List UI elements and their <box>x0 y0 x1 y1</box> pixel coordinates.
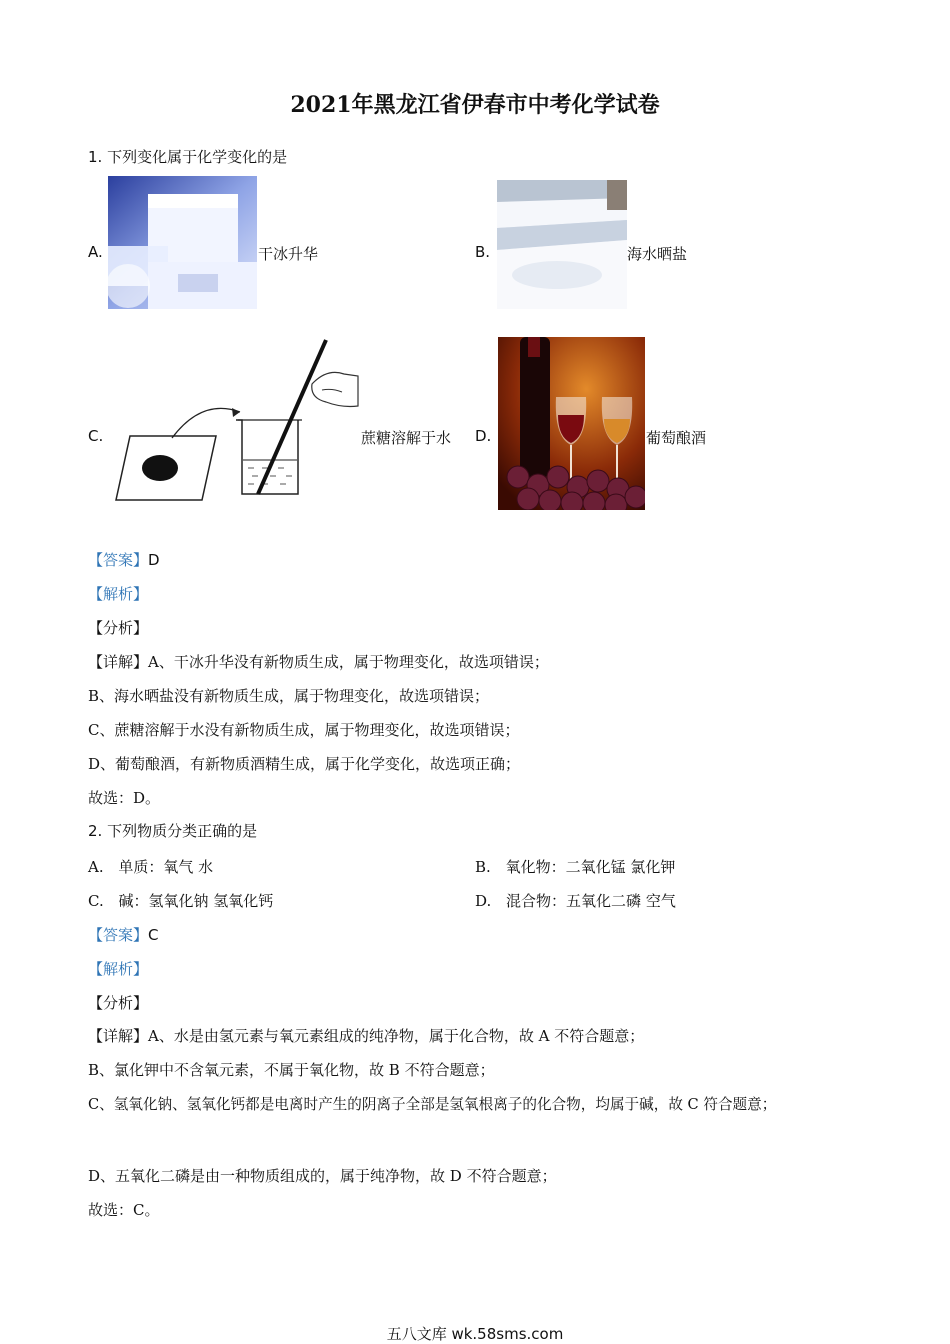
q1-detail-line-2: B、海水晒盐没有新物质生成，属于物理变化，故选项错误； <box>88 687 490 705</box>
q1-answer-value: D <box>148 551 160 569</box>
q2-analysis-label: 【解析】 <box>88 960 149 978</box>
q2-option-a-letter: A. <box>88 858 104 876</box>
q2-detail-line-4: D、五氧化二磷是由一种物质组成的，属于纯净物，故 D 不符合题意； <box>88 1167 557 1185</box>
page-title: 2021年黑龙江省伊春市中考化学试卷 <box>290 92 660 118</box>
q1-option-c-letter: C. <box>88 427 104 445</box>
q1-option-a-letter: A. <box>88 243 103 261</box>
q2-option-c <box>88 890 273 911</box>
q2-answer-value: C <box>148 926 159 944</box>
q1-option-b-letter: B. <box>475 243 491 261</box>
q2-detail-line-3: C、氢氧化钠、氢氧化钙都是电离时产生的阴离子全部是氢氧根离子的化合物，均属于碱，故 C 符合题意； <box>88 1096 777 1113</box>
wine-grapes-photo <box>498 337 645 510</box>
q1-answer-label: 【答案】 <box>88 551 149 569</box>
q2-detail-line-5: 故选：C。 <box>88 1201 160 1219</box>
q2-option-a <box>88 856 213 877</box>
q2-option-a-text: 单质：氧气 水 <box>118 858 214 876</box>
q1-option-c-text: 蔗糖溶解于水 <box>361 429 452 447</box>
q2-option-c-text: 碱：氢氧化钠 氢氧化钙 <box>118 892 274 910</box>
sugar-dissolving-diagram <box>112 338 360 506</box>
q1-option-d-text: 葡萄酿酒 <box>646 429 707 447</box>
question-2-stem: 2. 下列物质分类正确的是 <box>88 822 258 840</box>
q2-option-d <box>475 890 676 911</box>
q1-analysis-label: 【解析】 <box>88 585 149 603</box>
footer-watermark: 五八文库 wk.58sms.com <box>386 1325 564 1343</box>
q2-detail-line-1: 【详解】A、水是由氢元素与氧元素组成的纯净物，属于化合物，故 A 不符合题意； <box>88 1027 645 1045</box>
q1-option-a-text: 干冰升华 <box>258 245 319 263</box>
q2-option-d-letter: D. <box>475 892 492 910</box>
q2-answer-line <box>88 924 159 945</box>
q2-option-b <box>475 856 675 877</box>
q1-fenxi-label: 【分析】 <box>88 619 149 637</box>
q2-detail-line-2: B、氯化钾中不含氧元素，不属于氧化物，故 B 不符合题意； <box>88 1061 495 1079</box>
q1-detail-line-5: 故选：D。 <box>88 789 161 807</box>
dry-ice-photo <box>108 176 257 309</box>
q2-answer-label: 【答案】 <box>88 926 149 944</box>
sea-salt-photo <box>497 180 627 309</box>
q2-option-b-letter: B. <box>475 858 491 876</box>
q2-fenxi-label: 【分析】 <box>88 994 149 1012</box>
q2-option-c-letter: C. <box>88 892 104 910</box>
q1-detail-line-3: C、蔗糖溶解于水没有新物质生成，属于物理变化，故选项错误； <box>88 721 520 739</box>
q1-detail-line-4: D、葡萄酿酒，有新物质酒精生成，属于化学变化，故选项正确； <box>88 755 521 773</box>
q2-option-b-text: 氧化物：二氧化锰 氯化钾 <box>505 858 676 876</box>
q1-answer-line <box>88 549 160 570</box>
q1-detail-line-1: 【详解】A、干冰升华没有新物质生成，属于物理变化，故选项错误； <box>88 653 549 671</box>
q2-option-d-text: 混合物：五氧化二磷 空气 <box>506 892 676 910</box>
q1-option-b-text: 海水晒盐 <box>627 245 688 263</box>
question-1-stem: 1. 下列变化属于化学变化的是 <box>88 148 288 166</box>
q1-option-d-letter: D. <box>475 427 492 445</box>
